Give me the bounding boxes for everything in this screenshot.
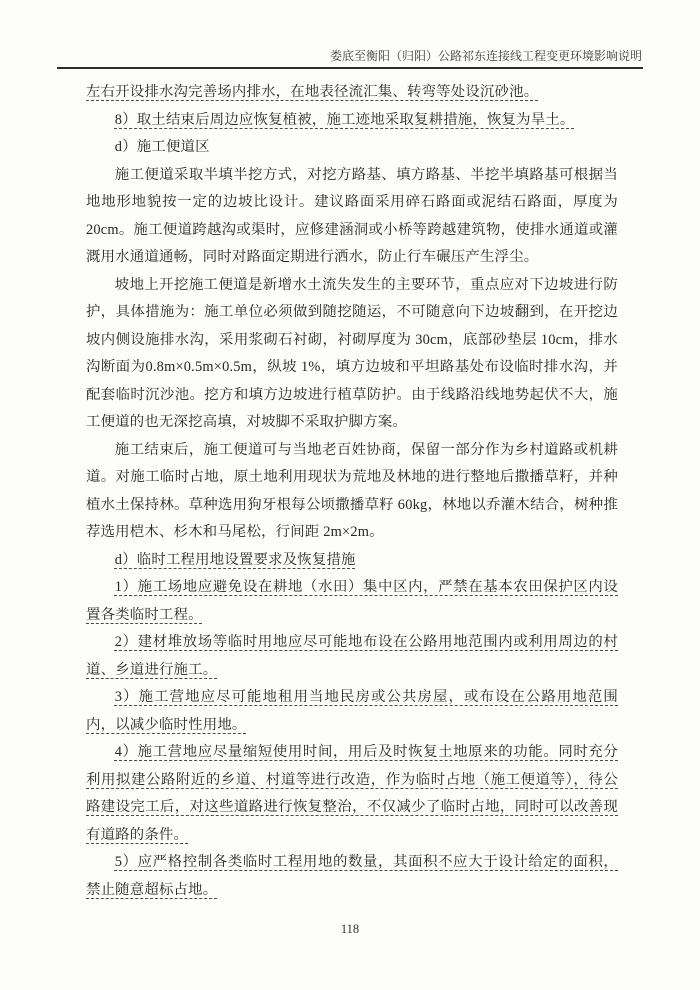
- list-item-1-site-selection: 1）施工场地应避免设在耕地（水田）集中区内，严禁在基本农田保护区内设置各类临时工程。: [86, 579, 618, 623]
- page-number: 118: [340, 922, 360, 936]
- list-item-3-construction-camps: 3）施工营地应尽可能地租用当地民房或公共房屋，或布设在公路用地范围内，以减少临时性用地。: [86, 689, 618, 733]
- header-rule: [57, 67, 643, 69]
- document-body: [86, 79, 618, 904]
- paragraph-road-construction-method: 施工便道采取半填半挖方式，对挖方路基、填方路基、半挖半填路基可根据当地地形地貌按一定的边坡比设计。建议路面采用碎石路面或泥结石路面，厚度为 20cm。施工便道跨越沟或渠时，应修建涵洞或小桥等跨越建筑物，使排水通道或灌溉用水通道通畅，同时对路面定期进行洒水，防止行车碾压产生浮尘。: [86, 166, 618, 265]
- paragraph-post-construction-restoration: 施工结束后，施工便道可与当地老百姓协商，保留一部分作为乡村道路或机耕道。对施工临时占地，原土地利用现状为荒地及林地的进行整地后撒播草籽，并种植水土保持林。草种选用狗牙根每公顷撒播草籽 60kg，林地以乔灌木结合，树种推荐选用桤木、杉木和马尾松，行间距 2m×2m。: [86, 441, 618, 540]
- paragraph-drainage-continuation: 左右开设排水沟完善场内排水，在地表径流汇集、转弯等处设沉砂池。: [86, 84, 539, 100]
- paragraph-slope-excavation-protection: 坡地上开挖施工便道是新增水土流失发生的主要环节，重点应对下边坡进行防护，具体措施为：施工单位必须做到随挖随运，不可随意向下边坡翻到，在开挖边坡内侧设施排水沟，采用浆砌石衬砌，衬砌厚度为 30cm，底部砂垫层 10cm，排水沟断面为0.8m×0.5m×0.5m，纵坡 1%，填方边坡和平坦路基处布设临时排水沟，并配套临时沉沙池。挖方和填方边坡进行植草防护。由于线路沿线地势起伏不大，施工便道的也无深挖高填，对坡脚不采取护脚方案。: [86, 276, 618, 430]
- list-item-4-shorten-duration: 4）施工营地应尽量缩短使用时间，用后及时恢复土地原来的功能。同时充分利用拟建公路附近的乡道、村道等进行改造，作为临时占地（施工便道等），待公路建设完工后，对这些道路进行恢复整治，不仅减少了临时占地，同时可以改善现有道路的条件。: [86, 744, 618, 843]
- page-footer: [0, 922, 700, 937]
- list-item-5-area-control: 5）应严格控制各类临时工程用地的数量，其面积不应大于设计给定的面积，禁止随意超标占地。: [86, 854, 618, 898]
- list-item-8-revegetation: 8）取土结束后周边应恢复植被，施工迹地采取复耕措施，恢复为旱土。: [114, 111, 575, 128]
- heading-d-temporary-land-use: d）临时工程用地设置要求及恢复措施: [114, 551, 356, 568]
- header-title: 娄底至衡阳（归阳）公路祁东连接线工程变更环境影响说明: [329, 49, 642, 63]
- heading-d-construction-road-area: d）施工便道区: [114, 139, 210, 155]
- list-item-2-material-yards: 2）建材堆放场等临时用地应尽可能地布设在公路用地范围内或利用周边的村道、乡道进行施工。: [86, 634, 618, 678]
- page-header: [57, 48, 642, 64]
